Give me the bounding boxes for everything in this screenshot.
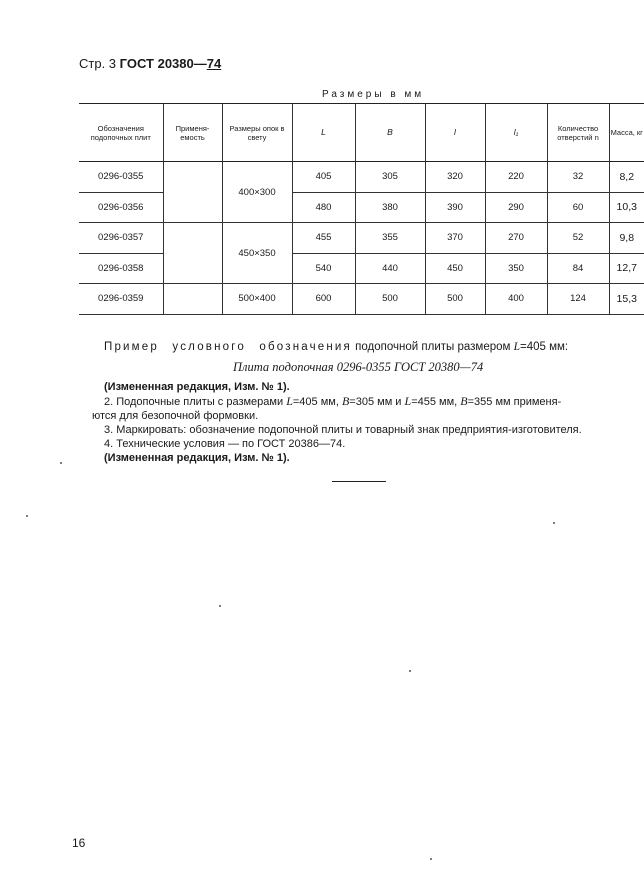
section-divider xyxy=(332,481,386,482)
col-designation: Обозначения подопочных плит xyxy=(79,104,163,162)
table-header-row xyxy=(79,104,644,162)
col-usage: Применя-емость xyxy=(163,104,222,162)
p2-text-a: 2. Подопочные плиты с размерами xyxy=(104,396,287,408)
p2-var-B2: B xyxy=(460,394,468,408)
example-heading-var: L xyxy=(513,341,521,353)
cell-l1: 400 xyxy=(485,284,547,315)
p2-var-L1: L xyxy=(286,394,293,408)
page-header xyxy=(79,56,221,71)
cell-l: 450 xyxy=(425,253,485,284)
page-ref: Стр. 3 xyxy=(79,56,117,71)
cell-B: 500 xyxy=(355,284,425,315)
col-holes: Количество отверстий n xyxy=(547,104,609,162)
cell-l1: 290 xyxy=(485,192,547,223)
table-row xyxy=(79,162,644,193)
cell-n: 32 xyxy=(547,162,609,193)
cell-B: 380 xyxy=(355,192,425,223)
edit-note-1: (Измененная редакция, Изм. № 1). xyxy=(104,381,290,393)
cell-l1: 270 xyxy=(485,223,547,254)
cell-size: 400×300 xyxy=(222,162,292,223)
cell-mass: 12,7 xyxy=(609,253,644,284)
cell-usage xyxy=(163,223,222,284)
cell-n: 60 xyxy=(547,192,609,223)
cell-designation: 0296-0356 xyxy=(79,192,163,223)
paragraph-3: 3. Маркировать: обозначение подопочной плиты и товарный знак предприятия-изготовителя. xyxy=(104,424,582,436)
cell-mass: 9,8 xyxy=(609,223,644,254)
col-l: l xyxy=(425,104,485,162)
col-flask-size: Размеры опок в свету xyxy=(222,104,292,162)
scan-speck xyxy=(60,462,62,464)
page-number: 16 xyxy=(72,836,86,850)
scan-speck xyxy=(553,522,555,524)
example-heading-b: =405 мм: xyxy=(520,341,569,353)
scan-speck xyxy=(219,605,221,607)
scan-speck xyxy=(409,670,411,672)
example-heading-spaced: Пример условного обозначения xyxy=(104,341,352,353)
paragraph-2-continued: ются для безопочной формовки. xyxy=(92,410,259,422)
standard-year: 74 xyxy=(206,56,222,71)
table-row xyxy=(79,223,644,254)
cell-designation: 0296-0355 xyxy=(98,171,144,183)
dimensions-table xyxy=(79,103,644,315)
cell-size: 500×400 xyxy=(222,284,292,315)
cell-l: 390 xyxy=(425,192,485,223)
example-designation: Плита подопочная 0296-0355 ГОСТ 20380—74 xyxy=(233,360,484,374)
p2-text-e: =355 мм применя- xyxy=(467,396,562,408)
p2-text-c: =305 мм и xyxy=(349,396,405,408)
example-heading-a: подопочной плиты размером xyxy=(351,341,514,353)
p2-text-d: =455 мм, xyxy=(411,396,461,408)
cell-L: 540 xyxy=(292,253,355,284)
table-row xyxy=(79,284,644,315)
paragraph-2 xyxy=(104,394,640,409)
cell-mass: 15,3 xyxy=(609,284,644,315)
cell-B: 305 xyxy=(355,162,425,193)
cell-B: 440 xyxy=(355,253,425,284)
standard-code: ГОСТ 20380— xyxy=(119,56,207,71)
col-L: L xyxy=(292,104,355,162)
cell-mass: 10,3 xyxy=(609,192,644,223)
cell-L: 600 xyxy=(292,284,355,315)
col-mass: Масса, кг xyxy=(609,104,644,162)
cell-l1: 350 xyxy=(485,253,547,284)
example-heading xyxy=(104,341,568,353)
cell-designation: 0296-0358 xyxy=(79,253,163,284)
col-B: B xyxy=(355,104,425,162)
units-label: Размеры в мм xyxy=(322,89,425,100)
cell-B: 355 xyxy=(355,223,425,254)
cell-l: 370 xyxy=(425,223,485,254)
scan-speck xyxy=(26,515,28,517)
col-l1: l₁ xyxy=(485,104,547,162)
cell-l1: 220 xyxy=(485,162,547,193)
cell-n: 84 xyxy=(547,253,609,284)
p2-text-b: =405 мм, xyxy=(292,396,342,408)
cell-L: 480 xyxy=(292,192,355,223)
cell-n: 124 xyxy=(547,284,609,315)
cell-L: 405 xyxy=(292,162,355,193)
cell-usage xyxy=(163,284,222,315)
notes-block xyxy=(92,380,640,465)
cell-designation: 0296-0357 xyxy=(79,223,163,254)
cell-l: 500 xyxy=(425,284,485,315)
p2-var-L2: L xyxy=(404,394,412,408)
paragraph-4: 4. Технические условия — по ГОСТ 20386—74. xyxy=(104,438,346,450)
cell-usage xyxy=(163,162,222,223)
cell-mass: 8,2 xyxy=(609,162,644,193)
cell-n: 52 xyxy=(547,223,609,254)
p2-var-B1: B xyxy=(341,394,350,408)
cell-designation: 0296-0359 xyxy=(79,284,163,315)
edit-note-2: (Измененная редакция, Изм. № 1). xyxy=(104,452,290,464)
cell-l: 320 xyxy=(425,162,485,193)
cell-L: 455 xyxy=(292,223,355,254)
cell-size: 450×350 xyxy=(222,223,292,284)
scan-speck xyxy=(430,858,432,860)
